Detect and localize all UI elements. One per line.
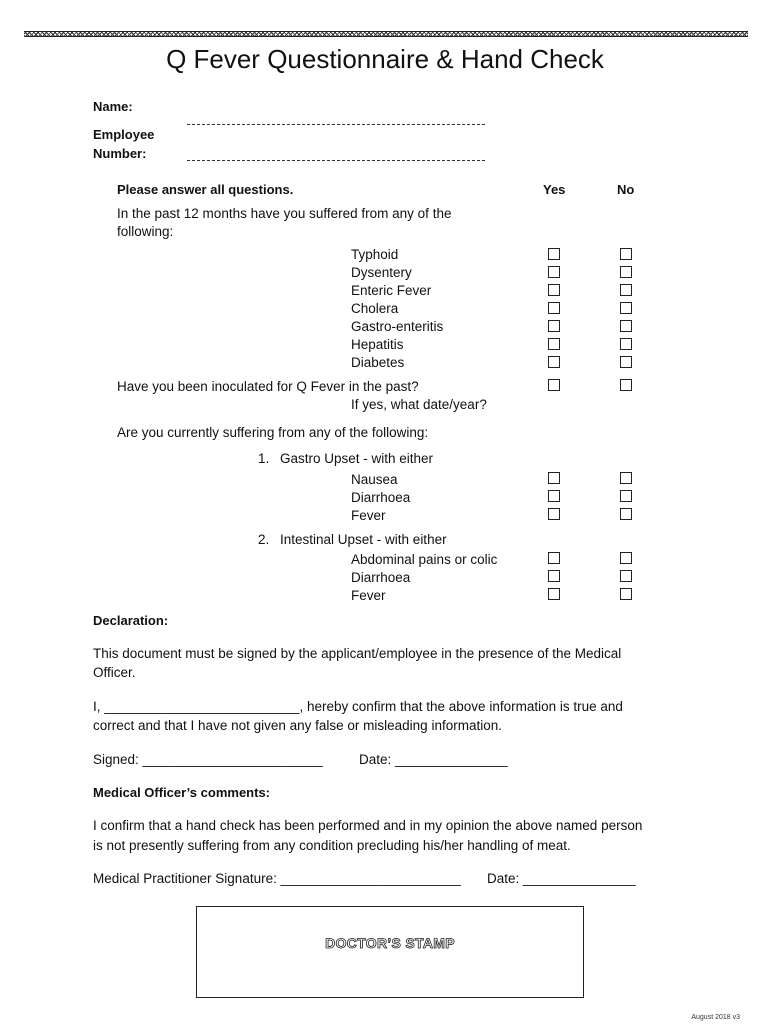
hepatitis-yes-checkbox[interactable] [548, 338, 560, 350]
symptom-label: Diarrhoea [351, 490, 411, 505]
medical-officer-heading: Medical Officer’s comments: [93, 785, 270, 800]
illness-label: Cholera [351, 301, 399, 316]
gastro-nausea-yes-checkbox[interactable] [548, 472, 560, 484]
hepatitis-no-checkbox[interactable] [620, 338, 632, 350]
symptom-label: Diarrhoea [351, 570, 411, 585]
practitioner-date-line[interactable]: Date: _______________ [487, 871, 636, 886]
yes-column-header: Yes [543, 182, 566, 197]
past-12-months-question: In the past 12 months have you suffered from any of the [117, 206, 452, 221]
enteric-fever-no-checkbox[interactable] [620, 284, 632, 296]
confirmation-statement-line1: I, __________________________, hereby confirm that the above information is true and [93, 699, 623, 714]
enteric-fever-yes-checkbox[interactable] [548, 284, 560, 296]
name-field[interactable] [187, 124, 485, 125]
current-symptoms-question: Are you currently suffering from any of the following: [117, 425, 429, 440]
typhoid-no-checkbox[interactable] [620, 248, 632, 260]
gastro-upset-heading: Gastro Upset - with either [280, 451, 434, 466]
doctor-stamp-label: DOCTOR’S STAMP [325, 935, 455, 951]
illness-label: Diabetes [351, 355, 405, 370]
inoculation-question: Have you been inoculated for Q Fever in the past? [117, 379, 419, 394]
gastro-fever-no-checkbox[interactable] [620, 508, 632, 520]
symptom-label: Nausea [351, 472, 398, 487]
inoculation-date-question: If yes, what date/year? [351, 397, 487, 412]
illness-label: Enteric Fever [351, 283, 432, 298]
instruction-text: Please answer all questions. [117, 182, 294, 197]
gastro-diarrhoea-no-checkbox[interactable] [620, 490, 632, 502]
gastro-nausea-no-checkbox[interactable] [620, 472, 632, 484]
employee-number-field[interactable] [187, 160, 485, 161]
symptom-label: Fever [351, 508, 386, 523]
cholera-no-checkbox[interactable] [620, 302, 632, 314]
dysentery-yes-checkbox[interactable] [548, 266, 560, 278]
intestinal-number: 2. [258, 532, 270, 547]
intestinal-fever-yes-checkbox[interactable] [548, 588, 560, 600]
intestinal-upset-heading: Intestinal Upset - with either [280, 532, 447, 547]
declaration-paragraph-line2: Officer. [93, 665, 136, 680]
dysentery-no-checkbox[interactable] [620, 266, 632, 278]
diabetes-no-checkbox[interactable] [620, 356, 632, 368]
symptom-label: Fever [351, 588, 386, 603]
applicant-date-line[interactable]: Date: _______________ [359, 752, 508, 767]
diabetes-yes-checkbox[interactable] [548, 356, 560, 368]
gastro-diarrhoea-yes-checkbox[interactable] [548, 490, 560, 502]
no-column-header: No [617, 182, 635, 197]
applicant-signature-line[interactable]: Signed: ________________________ [93, 752, 323, 767]
illness-label: Gastro-enteritis [351, 319, 444, 334]
intestinal-abdominal-yes-checkbox[interactable] [548, 552, 560, 564]
symptom-label: Abdominal pains or colic [351, 552, 498, 567]
inoculated-yes-checkbox[interactable] [548, 379, 560, 391]
illness-label: Typhoid [351, 247, 399, 262]
gastro-number: 1. [258, 451, 270, 466]
name-label: Name: [93, 99, 133, 114]
medical-confirmation-line2: is not presently suffering from any condition precluding his/her handling of meat. [93, 838, 571, 853]
typhoid-yes-checkbox[interactable] [548, 248, 560, 260]
gastro-enteritis-no-checkbox[interactable] [620, 320, 632, 332]
doctor-stamp-box [196, 906, 584, 998]
past-12-months-question-cont: following: [117, 224, 174, 239]
intestinal-fever-no-checkbox[interactable] [620, 588, 632, 600]
confirmation-statement-line2: correct and that I have not given any false or misleading information. [93, 718, 502, 733]
gastro-fever-yes-checkbox[interactable] [548, 508, 560, 520]
intestinal-diarrhoea-yes-checkbox[interactable] [548, 570, 560, 582]
intestinal-abdominal-no-checkbox[interactable] [620, 552, 632, 564]
practitioner-signature-line[interactable]: Medical Practitioner Signature: ________________________ [93, 871, 461, 886]
inoculated-no-checkbox[interactable] [620, 379, 632, 391]
page-title: Q Fever Questionnaire & Hand Check [166, 44, 604, 74]
employee-label-line2: Number: [93, 146, 147, 161]
gastro-enteritis-yes-checkbox[interactable] [548, 320, 560, 332]
medical-confirmation-line1: I confirm that a hand check has been performed and in my opinion the above named person [93, 818, 643, 833]
decorative-top-border [24, 31, 748, 37]
cholera-yes-checkbox[interactable] [548, 302, 560, 314]
employee-label-line1: Employee [93, 127, 155, 142]
version-footer: August 2018 v3 [691, 1014, 740, 1021]
declaration-paragraph-line1: This document must be signed by the applicant/employee in the presence of the Medical [93, 646, 622, 661]
declaration-heading: Declaration: [93, 613, 169, 628]
illness-label: Dysentery [351, 265, 412, 280]
illness-label: Hepatitis [351, 337, 404, 352]
intestinal-diarrhoea-no-checkbox[interactable] [620, 570, 632, 582]
